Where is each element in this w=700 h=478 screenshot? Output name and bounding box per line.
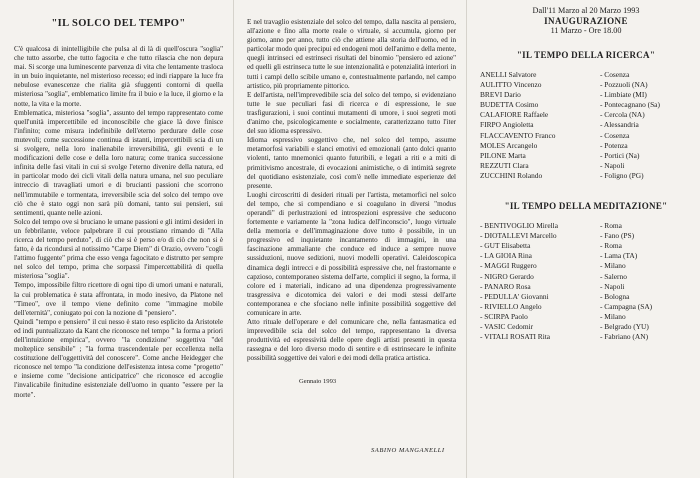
artist-name: - RIVIELLO Angelo	[480, 301, 542, 311]
list-item	[480, 282, 690, 292]
artist-name: - DIOTALLEVI Marcello	[480, 231, 557, 241]
artist-name: AULITTO Vincenzo	[480, 80, 542, 90]
list-item	[480, 322, 690, 332]
list-item	[480, 161, 690, 171]
artist-name: - SCIRPA Paolo	[480, 311, 528, 321]
program-panel-right	[466, 0, 700, 478]
essay-paragraph: E nel travaglio esistenziale del solco del tempo, dalla nascita al pensiero, all'azione e fino alla morte reale o virtuale, si accumula, giorno per giorno, anno per anno, tutto ciò che attiene alla storia dell'uomo, ed in particolar modo quei precipui ed endogeni moti dell'animo e della mente, quegli intrinseci ed estrinseci risultati del binomio "pensiero ed azione" ed quelli gli estrinseca tutte le sue intenzionalità e potenzialità interiori in tutti i campi dello scibile umano e, contestualmente parlando, nel campo artistico, più propriamente pittorico.	[247, 18, 456, 90]
list-item	[480, 90, 690, 100]
artist-name: - LA GIOIA Rina	[480, 251, 532, 261]
list-item	[480, 70, 690, 80]
essay-body-left	[14, 45, 223, 400]
list-item	[480, 100, 690, 110]
section-title-meditazione: "IL TEMPO DELLA MEDITAZIONE"	[504, 201, 668, 212]
artist-name: MOLES Arcangelo	[480, 140, 538, 150]
artist-name: - PANARO Rosa	[480, 281, 531, 291]
essay-signature: SABINO MANGANELLI	[371, 447, 445, 454]
artist-city: - Bologna	[600, 291, 630, 301]
artist-city: - Cosenza	[600, 130, 630, 140]
artist-city: - Salerno	[600, 271, 627, 281]
list-item	[480, 171, 690, 181]
artist-name: REZZUTI Clara	[480, 160, 529, 170]
list-item	[480, 110, 690, 120]
artist-name: CALAFIORE Raffaele	[480, 110, 549, 120]
essay-paragraph: C'è qualcosa di inintelligibile che pulsa al di là di quell'oscura "soglia" che tutto assorbe, che tutto fagocita e che tutto rilascia che non depura mai. Si scorge una luminescente parvenza di vita che lentamente trasloca in un buio inquietante, nel misterioso recesso; ed indi riappare la luce fra nebulose evanescenze che rialita già sfuggenti contorni di quella misteriosa "soglia", emblematico limite fra il buio e la luce, il giorno e la notte, la vita e la morte.	[14, 45, 223, 108]
list-item	[480, 120, 690, 130]
artist-city: - Belgrado (YU)	[600, 321, 649, 331]
artist-list-ricerca	[480, 70, 690, 181]
artist-name: - PEDULLA' Giovanni	[480, 291, 549, 301]
list-item	[480, 141, 690, 151]
artist-name: PILONE Marta	[480, 150, 526, 160]
artist-city: - Campagna (SA)	[600, 301, 653, 311]
list-item	[480, 272, 690, 282]
artist-city: - Portici (Na)	[600, 150, 640, 160]
artist-name: - VITALI ROSATI Rita	[480, 332, 551, 342]
artist-name: BUDETTA Cosimo	[480, 100, 539, 110]
artist-name: - NIGRO Gerardo	[480, 271, 534, 281]
artist-city: - Limbiate (MI)	[600, 90, 647, 100]
artist-city: - Fano (PS)	[600, 231, 635, 241]
artist-name: - VASIC Cedomir	[480, 321, 534, 331]
artist-name: - BENTIVOGLIO Mirella	[480, 221, 558, 231]
essay-paragraph: Emblematica, misteriosa "soglia", assunto del tempo rappresentato come quell'unità impercettibile ed inconoscibile che giace là dove finisce l'infinito; come misura indefinibile dell'eterno perdurare delle cose mutevoli; come successione continua di istanti, impercettibili scia di un si svolgere, nella loro inalienabile irreversibilità, gli eventi e le modificazioni delle cose e della loro natura; come tranica successione infinita delle fasi vitali in cui si svolge l'eterno divenire della natura, ed in particolar modo dei cicli vitali della natura umana, nel suo peculiare intreccio di travagliati umori e di brucianti passioni che scorrono nell'immutabile e tormentata, irreversibile scia del solco del tempo ove ciò che è stato oggi non sarà più domani, tanto sui pensieri, sui sentimenti, quante nelle azioni.	[14, 108, 223, 217]
artist-city: - Cercola (NA)	[600, 110, 645, 120]
artist-city: - Foligno (PG)	[600, 170, 644, 180]
artist-name: ZUCCHINI Rolando	[480, 170, 543, 180]
list-item	[480, 80, 690, 90]
list-item	[480, 131, 690, 141]
artist-city: - Alessandria	[600, 120, 639, 130]
opening-time: 11 Marzo - Ore 18.00	[550, 26, 622, 35]
list-item	[480, 312, 690, 322]
artist-city: - Pozzuoli (NA)	[600, 80, 648, 90]
section-title-ricerca: "IL TEMPO DELLA RICERCA"	[516, 50, 656, 60]
essay-paragraph: Quindi "tempo e pensiero" il cui nesso è stato reso esplicito da Aristotele ed indi puntualizzato da Kant che riconosce nel tempo " la forma a priori dell'intuizione empirica", ovvero "la condizione" soggettiva "del molteplice sensibile" ; "la forma trascendentale per eccellenza nella costituzione dell'oggettività del conoscere". Come anche Heidegger che riconosce nel tempo "la condizione dell'esistenza intesa come "progetto" e insieme come "decisione anticipatrice" che riconosce ed accoglie l'invalicabile finitudine esistenziale dell'uomo in quanto "essere per la morte".	[14, 317, 223, 399]
artist-city: - Fabriano (AN)	[600, 332, 649, 342]
list-item	[480, 151, 690, 161]
artist-city: - Napoli	[600, 281, 625, 291]
essay-paragraph: Luoghi circoscritti di desideri rituali per l'artista, metamorfici nel solco del tempo, che si compendiano e si coagulano in diversi "modus operandi" di perlustrazioni ed introspezioni espressive che seducono fortemente e variamente la "zona ludica dell'inconscio", luogo virtuale della memoria e dell'immaginazione dove tutto è possibile, in un progressivo ed inquietante incantamento di immagini, in una fascinazione ammaliante che conduce ed induce a sempre nuove sussiduzioni, nuove sedizioni, nuovi modelli operativi. Caleidoscopica dinamica degli intrecci e di possibilità espressive che, nel frastornante e capzioso, contemporaneo sistema dell'arte, complici il segno, la forma, il colore ed i materiali, indicano ad una dipendenza progressivamente trasgressiva e dicotomica dei valori e dei modi stessi dell'arte contemporanea e che sfociano nelle infinite possibilità soggettive del comunicare in arte.	[247, 190, 456, 317]
artist-city: - Roma	[600, 241, 622, 251]
artist-city: - Milano	[600, 261, 626, 271]
essay-body-middle	[247, 18, 456, 364]
list-item	[480, 261, 690, 271]
essay-paragraph: Tempo, impossibile filtro ricettore di ogni tipo di umori umani e naturali, la cui problematica è stata affrontata, in modo inesivo, da Platone nel "Timeo", ove il tempo viene definito come "immagine mobile dell'eternità", coniugato poi con la nozione di "pensiero".	[14, 281, 223, 317]
artist-name: ANELLI Salvatore	[480, 70, 537, 79]
essay-panel-middle	[233, 0, 466, 478]
artist-list-meditazione	[480, 221, 690, 342]
list-item	[480, 221, 690, 231]
artist-city: - Napoli	[600, 160, 625, 170]
artist-city: - Milano	[600, 311, 626, 321]
essay-paragraph: Atto rituale dell'operare e del comunicare che, nella fantasmatica ed imprevedibile scia del solco del tempo, rappresentano la diversa produttività ed espressività delle opere degli artisti presenti in questa rassegna e del loro diverso modo di sentire e di estrinsecare le infinite possibilità soggettive dei valori e dei modi della pratica artistica.	[247, 318, 456, 363]
list-item	[480, 302, 690, 312]
list-item	[480, 332, 690, 342]
essay-paragraph: Idioma espressivo soggettivo che, nel solco del tempo, assume metamorfosi variabili e slanci emotivi ed emozionali (anto dolci quanto violenti, tanto mnemonici quanto futuribili, e legati a riti e a miti di primitivismo ancestrale, di evocazioni animistiche, o di intimità segrete del quotidiano esistenziale, così com'è nelle immediate esperienze del presente.	[247, 136, 456, 190]
list-item	[480, 231, 690, 241]
essay-paragraph: E dell'artista, nell'imprevedibile scia del solco del tempo, si evidenziano tutte le sue peculiari fasi di ricerca e di espressione, le sue trasfigurazioni, i suoi continui mutamenti di umore, i suoi segreti moti d'animo che, psicologicamente e socialmente, caratterizzano tutto l'iter del suo idioma espressivo.	[247, 90, 456, 136]
artist-city: - Lama (TA)	[600, 251, 638, 261]
artist-city: - Cosenza	[600, 70, 630, 79]
artist-name: BREVI Dario	[480, 90, 521, 100]
artist-city: - Pontecagnano (Sa)	[600, 100, 660, 110]
list-item	[480, 241, 690, 251]
artist-name: FLACCAVENTO Franco	[480, 130, 556, 140]
essay-paragraph: Solco del tempo ove si bruciano le umane passioni e gli intimi desideri in un febbrilante, veloce palpebrare il cui proustiano rimando di "Alla ricerca del tempo perduto", di ciò che si è perso e/o di ciò che non si è fatto, è da ricondursi al notissimo "Carpe Diem" di Orazio, ovvero "cogli l'attimo fuggente" prima che esso venga fagocitato e distrutto per sempre nel solco del tempo, prima che sorpassi l'impercettabilità di quella misteriosa "soglia".	[14, 217, 223, 281]
artist-name: - MAGGI Ruggero	[480, 261, 537, 271]
essay-panel-left	[0, 0, 233, 478]
essay-date: Gennaio 1993	[299, 377, 337, 385]
artist-name: - GUT Elisabetta	[480, 241, 531, 251]
artist-city: - Potenza	[600, 140, 628, 150]
inauguration-heading: INAUGURAZIONE	[544, 16, 628, 26]
list-item	[480, 292, 690, 302]
essay-title: "IL SOLCO DEL TEMPO"	[51, 18, 186, 29]
artist-name: FIRPO Angioletta	[480, 120, 534, 130]
list-item	[480, 251, 690, 261]
artist-city: - Roma	[600, 221, 622, 231]
exhibition-dates: Dall'11 Marzo al 20 Marzo 1993	[532, 6, 640, 15]
